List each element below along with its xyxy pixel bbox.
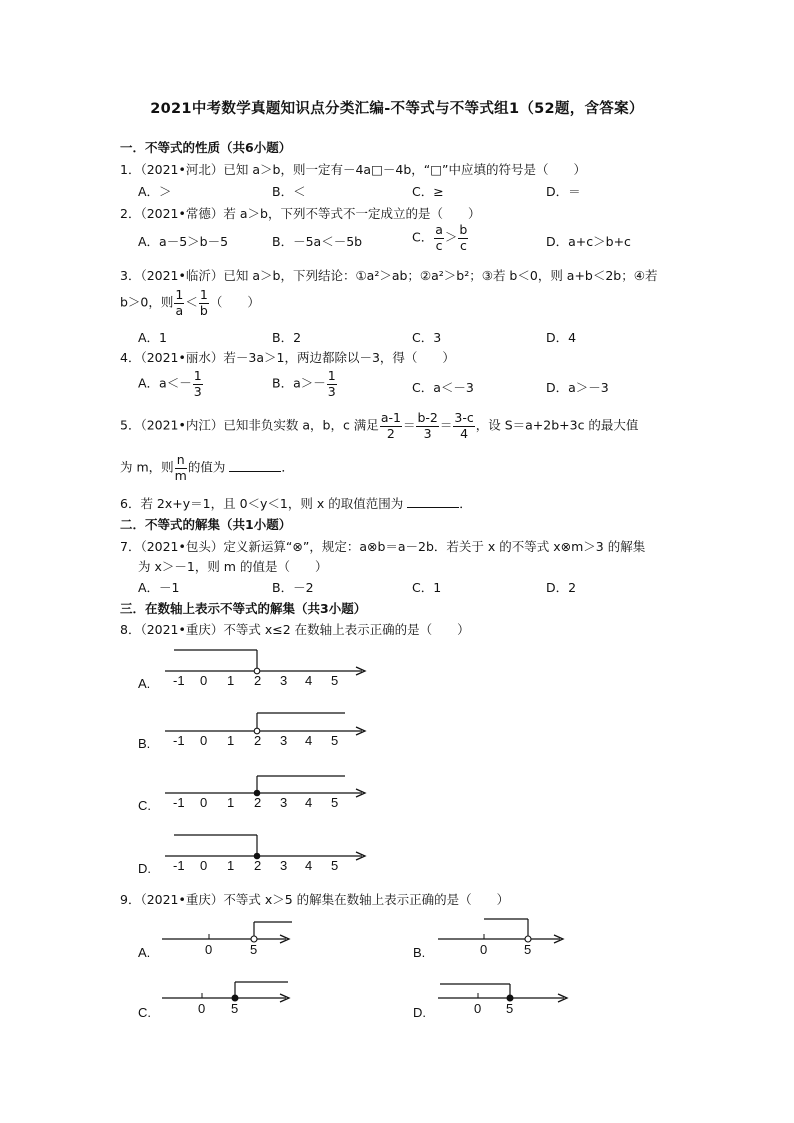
page-title: 2021中考数学真题知识点分类汇编-不等式与不等式组1（52题，含答案）: [150, 101, 644, 117]
q9-option-d-figure[interactable]: [413, 984, 567, 1020]
tick-label: 5: [524, 942, 532, 957]
tick-label: -1: [173, 733, 185, 748]
question-2-stem: 2．（2021•常德）若 a＞b，下列不等式不一定成立的是（ ）: [120, 206, 481, 221]
fraction: $\frac{n}{m}$: [174, 452, 187, 483]
tick-label: 5: [331, 733, 339, 748]
tick-label: 0: [198, 1001, 206, 1016]
fraction: $\frac{b-2}{3}$: [417, 410, 438, 441]
q9-label-b: B.: [413, 945, 426, 960]
fraction: $\frac{1}{a}$: [175, 287, 184, 318]
q2-option-b[interactable]: B．－5a＜－5b: [272, 234, 363, 249]
tick-label: 4: [305, 673, 313, 688]
question-7-stem-line2: 为 x＞－1，则 m 的值是（ ）: [138, 559, 328, 574]
q4-option-d[interactable]: D．a＞－3: [546, 380, 609, 395]
tick-label: 5: [331, 795, 339, 810]
q7-option-d[interactable]: D．2: [546, 580, 577, 595]
q8-label-d: D.: [138, 861, 151, 876]
section-heading-3: 三．在数轴上表示不等式的解集（共3小题）: [120, 601, 367, 616]
tick-label: 2: [254, 673, 262, 688]
q9-label-a: A.: [138, 945, 151, 960]
fraction: $\frac{a}{c}$: [435, 222, 443, 253]
q7-option-b[interactable]: B．－2: [272, 580, 314, 595]
q9-option-a-figure[interactable]: [138, 922, 292, 960]
q8-option-c-figure[interactable]: [138, 776, 365, 813]
q8-option-d-figure[interactable]: [138, 835, 365, 876]
question-8-stem: 8．（2021•重庆）不等式 x≤2 在数轴上表示正确的是（ ）: [120, 622, 470, 637]
tick-label: 0: [200, 858, 208, 873]
q9-label-d: D.: [413, 1005, 426, 1020]
q4-option-a[interactable]: A．a＜－ $\frac{1}{3}$: [138, 368, 202, 399]
question-9-stem: 9．（2021•重庆）不等式 x＞5 的解集在数轴上表示正确的是（ ）: [120, 892, 510, 907]
fraction: $\frac{1}{3}$: [327, 368, 336, 399]
tick-label: 3: [280, 733, 288, 748]
tick-label: 0: [200, 733, 208, 748]
tick-label: 1: [227, 733, 235, 748]
q3-option-a[interactable]: A．1: [138, 330, 168, 345]
tick-label: 2: [254, 733, 262, 748]
tick-label: 1: [227, 795, 235, 810]
question-4-stem: 4．（2021•丽水）若－3a＞1，两边都除以－3，得（ ）: [120, 350, 455, 365]
tick-label: 3: [280, 858, 288, 873]
tick-label: 5: [506, 1001, 514, 1016]
q1-option-b[interactable]: B．＜: [272, 184, 306, 199]
q9-label-c: C.: [138, 1005, 151, 1020]
q4-option-b[interactable]: B．a＞－ $\frac{1}{3}$: [272, 368, 336, 399]
tick-label: 5: [250, 942, 258, 957]
tick-labels: [173, 795, 338, 810]
tick-label: 5: [331, 858, 339, 873]
tick-label: 3: [280, 795, 288, 810]
q9-option-b-figure[interactable]: [413, 919, 563, 960]
question-5-stem: 5．（2021•内江）已知非负实数 a，b，c 满足 $\frac{a-1}{2}$ ＝ $\frac{b-2}{3}$ ＝ $\frac{3-c}{4}$ ，设 S＝a+2b+3c 的最大值: [120, 410, 639, 441]
tick-label: 2: [254, 858, 262, 873]
q1-option-c[interactable]: C．≥: [412, 184, 444, 199]
q7-option-c[interactable]: C．1: [412, 580, 442, 595]
q2-option-a[interactable]: A．a－5＞b－5: [138, 234, 229, 249]
tick-labels: [173, 733, 338, 748]
tick-label: 0: [480, 942, 488, 957]
question-5-stem-line2: 为 m，则 $\frac{n}{m}$ 的值为 ．: [120, 452, 294, 483]
tick-label: 0: [200, 795, 208, 810]
question-7-stem: 7．（2021•包头）定义新运算“⊗”，规定：a⊗b＝a－2b．若关于 x 的不等式 x⊗m＞3 的解集: [120, 539, 646, 554]
tick-label: -1: [173, 858, 185, 873]
q3-option-c[interactable]: C．3: [412, 330, 442, 345]
q2-option-d[interactable]: D．a+c＞b+c: [546, 234, 631, 249]
tick-label: 5: [231, 1001, 239, 1016]
q8-label-a: A.: [138, 676, 151, 691]
q8-label-b: B.: [138, 736, 151, 751]
tick-label: 3: [280, 673, 288, 688]
tick-label: 4: [305, 733, 313, 748]
tick-label: 1: [227, 673, 235, 688]
question-3-stem: 3．（2021•临沂）已知 a＞b，下列结论：①a²＞ab；②a²＞b²；③若 b＜0，则 a+b＜2b；④若: [120, 268, 658, 283]
q2-option-c-prefix: C．: [412, 229, 434, 245]
q8-option-b-figure[interactable]: [138, 713, 365, 751]
tick-label: 0: [205, 942, 213, 957]
q8-label-c: C.: [138, 798, 151, 813]
tick-label: 0: [474, 1001, 482, 1016]
section-heading-1: 一．不等式的性质（共6小题）: [120, 140, 292, 155]
tick-label: 4: [305, 795, 313, 810]
fraction: $\frac{b}{c}$: [459, 222, 468, 253]
question-6-stem: 6．若 2x+y＝1，且 0＜y＜1，则 x 的取值范围为 ．: [120, 496, 472, 511]
tick-label: 2: [254, 795, 262, 810]
question-3-stem-line2: b＞0，则 $\frac{1}{a}$ ＜ $\frac{1}{b}$ （ ）: [120, 287, 260, 318]
fraction: $\frac{1}{b}$: [199, 287, 208, 318]
q3-option-d[interactable]: D．4: [546, 330, 577, 345]
tick-label: -1: [173, 795, 185, 810]
question-1-stem: 1．（2021•河北）已知 a＞b，则一定有－4a□－4b，“□”中应填的符号是（ ）: [120, 162, 587, 177]
q3-option-b[interactable]: B．2: [272, 330, 302, 345]
tick-label: 4: [305, 858, 313, 873]
tick-label: 5: [331, 673, 339, 688]
tick-label: 0: [200, 673, 208, 688]
section-heading-2: 二．不等式的解集（共1小题）: [120, 517, 292, 532]
q8-option-a-figure[interactable]: [138, 650, 365, 691]
q1-option-a[interactable]: A．＞: [138, 184, 172, 199]
q7-option-a[interactable]: A．－1: [138, 580, 180, 595]
tick-labels: [173, 673, 338, 688]
tick-labels: [173, 858, 338, 873]
q4-option-c[interactable]: C．a＜－3: [412, 380, 474, 395]
q2-option-c[interactable]: C． $\frac{a}{c}$ ＞ $\frac{b}{c}$: [412, 222, 468, 253]
fraction: $\frac{1}{3}$: [193, 368, 202, 399]
fraction: $\frac{3-c}{4}$: [454, 410, 474, 441]
tick-label: -1: [173, 673, 185, 688]
fraction: $\frac{a-1}{2}$: [380, 410, 401, 441]
tick-label: 1: [227, 858, 235, 873]
q1-option-d[interactable]: D．＝: [546, 184, 581, 199]
q9-option-c-figure[interactable]: [138, 982, 289, 1020]
